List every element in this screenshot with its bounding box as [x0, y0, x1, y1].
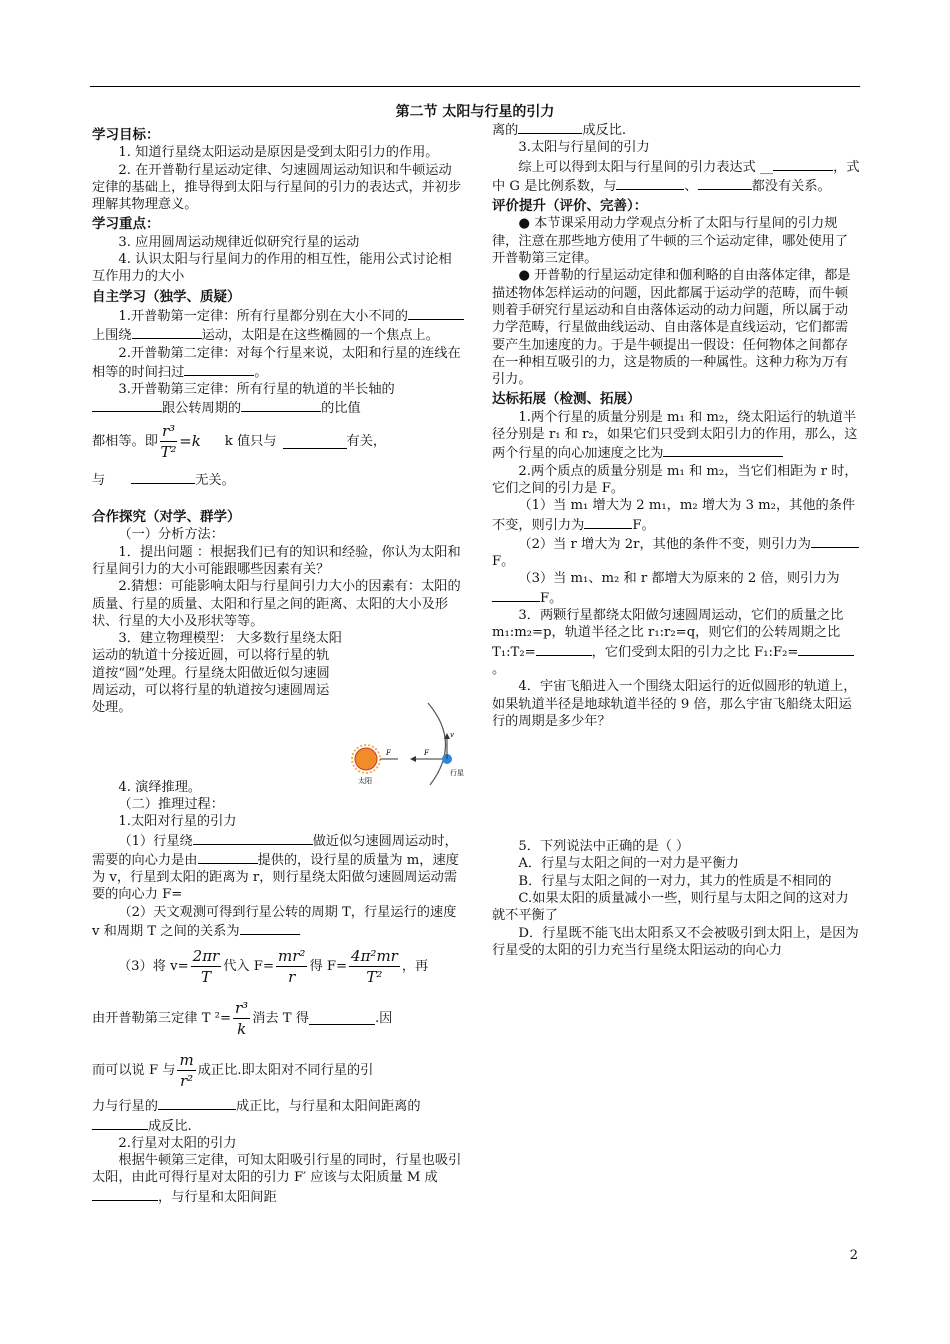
header-rule — [90, 86, 860, 87]
option-d[interactable]: D．行星既不能飞出太阳系又不会被吸引到太阳上，是因为行星受的太阳的引力充当行星绕太阳运动的向心力 — [492, 925, 859, 958]
blank-1[interactable] — [408, 306, 464, 320]
svg-text:F: F — [424, 749, 429, 757]
method-4: 4. 演绎推理。 — [118, 779, 202, 795]
blank-6[interactable] — [283, 435, 347, 449]
blank-20[interactable] — [584, 515, 632, 529]
question-4: 4．宇宙飞船进入一个围绕太阳运行的近似圆形的轨道上，如果轨道半径是地球轨道半径的 9 倍，那么宇宙飞船绕太阳运行的周期是多少年？ — [492, 679, 857, 729]
key-1: 3. 应用圆周运动规律近似研究行星的运动 — [118, 234, 360, 250]
process-heading: （二）推理过程： — [118, 796, 224, 812]
right-continuation: 离的 成反比. — [492, 120, 860, 139]
kepler-second-law: 2.开普勒第二定律：对每个行星来说，太阳和行星的连线在相等的时间扫过 。 — [92, 345, 461, 380]
orbit-arc — [428, 703, 446, 785]
question-5: 5．下列说法中正确的是（ ） — [518, 839, 690, 855]
sun-planet-figure — [350, 701, 470, 786]
blank-23[interactable] — [536, 642, 592, 656]
page-title: 第二节 太阳与行星的引力 — [395, 104, 555, 120]
sun-icon — [352, 745, 380, 773]
eval-1: ● 本节课采用动力学观点分析了太阳与行星间的引力规律，注意在那些地方使用了牛顿的三个运动定律，哪处使用了开普勒第三定律。 — [492, 216, 849, 267]
blank-4[interactable] — [92, 398, 162, 412]
blank-19[interactable] — [663, 443, 783, 457]
blank-7[interactable] — [131, 470, 195, 484]
blank-5[interactable] — [241, 398, 321, 412]
svg-text:行星: 行星 — [450, 769, 464, 777]
eval-2: ● 开普勒的行星运动定律和伽利略的自由落体定律，都是描述物体怎样运动的问题，因此都属于运动学的范畴，而牛顿则着手研究行星运动和自由落体运动的动力问题，所以属于动力学范畴，行星做曲线运动、自由落体是直线运动，它们都需要产生加速度的力。于是牛顿提出一假设：任何物体之间都存在一种相互吸引的力，这是物质的一种属性。这种力称为万有引力。 — [492, 268, 851, 388]
substitution-row: （3）将 v= $\frac{2\pi r}{T}$ 代入 F= $\frac{\text{mr²}}{r}$ 得 F= $\frac{\text{4π²mr}}{\text{T²}}$ ，再 — [118, 946, 429, 986]
option-c[interactable]: C.如果太阳的质量减小一些，则行星与太阳之间的这对力就不平衡了 — [492, 890, 849, 924]
question-2-3: （3）当 m₁、m₂ 和 r 都增大为原来的 2 倍，则引力为F。 — [492, 570, 860, 607]
process-2: （2）天文观测可得到行星公转的周期 T，行星运行的速度 v 和周期 T 之间的关系为 — [92, 904, 457, 939]
kepler-equation-row: 都相等。即 $\frac{\text{r³}}{\text{T²}}$ =k k 值只与 有关， — [92, 422, 387, 462]
option-a[interactable]: A．行星与太阳之间的一对力是平衡力 — [518, 856, 739, 872]
blank-10[interactable] — [240, 921, 300, 935]
question-1: 1.两个行星的质量分别是 m₁ 和 m₂，绕太阳运行的轨道半径分别是 r₁ 和 r₂，如果它们只受到太阳引力的作用，那么，这两个行星的向心加速度之比为 — [492, 409, 858, 462]
blank-8[interactable] — [193, 831, 313, 845]
svg-text:太阳: 太阳 — [358, 777, 372, 785]
blank-13[interactable] — [92, 1116, 148, 1130]
proportion-row: 而可以说 F 与 $\frac{m}{\text{r²}}$ 成正比.即太阳对不同行星的引 — [92, 1050, 374, 1090]
method-2: 2.猜想：可能影响太阳与行星间引力大小的因素有：太阳的质量、行星的质量、太阳和行星之间的距离、太阳的大小及形状、行星的大小及形状等等。 — [92, 579, 461, 629]
method-3: 3．建立物理模型： 大多数行星绕太阳运动的轨道十分接近圆，可以将行星的轨道按“圆”处理。行星绕太阳做近似匀速圆周运动，可以将行星的轨道按匀速圆周运处理。 — [92, 631, 342, 716]
self-study-heading: 自主学习（独学、质疑） — [92, 288, 241, 305]
blank-24[interactable] — [798, 642, 854, 656]
method-heading: （一）分析方法： — [118, 527, 224, 543]
blank-12[interactable] — [158, 1096, 236, 1110]
question-3: 3．两颗行星都绕太阳做匀速圆周运动，它们的质量之比 m₁:m₂=p，轨道半径之比 r₁:r₂=q，则它们的公转周期之比 T₁:T₂= ，它们受到太阳的引力之比 F₁:F₂=。 — [492, 607, 860, 678]
goal-1: 1. 知道行星绕太阳运动是原因是受到太阳引力的作用。 — [118, 145, 439, 161]
blank-21[interactable] — [811, 534, 859, 548]
question-2-2: （2）当 r 增大为 2r，其他的条件不变，则引力为F。 — [492, 534, 860, 571]
question-2: 2.两个质点的质量分别是 m₁ 和 m₂，当它们相距为 r 时，它们之间的引力是 F。 — [492, 463, 858, 496]
key-2: 4. 认识太阳与行星间力的作用的相互性，能用公式讨论相互作用力的大小 — [92, 252, 452, 285]
right-column — [492, 120, 860, 959]
right-formula: 综上可以得到太阳与行星间的引力表达式 __ ，式中 G 是比例系数，与 、 都没有关系。 — [492, 157, 860, 196]
process-1: 1.太阳对行星的引力 — [118, 814, 237, 830]
method-1: 1．提出问题 ：根据我们已有的知识和经验，你认为太阳和行星间引力的大小可能跟哪些因素有关？ — [92, 544, 461, 577]
process-1a: （1）行星绕 做近似匀速圆周运动时，需要的向心力是由 提供的，设行星的质量为 m，速度为 v，行星到太阳的距离为 r，则行星绕太阳做匀速圆周运动需要的向心力 F= — [92, 831, 464, 904]
kepler-third-law: 3.开普勒第三定律：所有行星的轨道的半长轴的跟公转周期的 的比值 — [92, 381, 464, 418]
blank-11[interactable] — [309, 1011, 375, 1025]
option-b[interactable]: B．行星与太阳之间的一对力，其力的性质是不相同的 — [518, 873, 832, 889]
kepler-tail: 与 无关。 — [92, 470, 464, 489]
question-2-1: （1）当 m₁ 增大为 2 m₁，m₂ 增大为 3 m₂，其他的条件不变，则引力为 F。 — [492, 498, 856, 533]
svg-text:v: v — [450, 731, 454, 739]
kepler-substitution-row: 由开普勒第三定律 T ²= $\frac{\text{r³}}{k}$ 消去 T 得 .因 — [92, 998, 393, 1038]
blank-2[interactable] — [132, 325, 202, 339]
process-7: 2.行星对太阳的引力 — [118, 1135, 237, 1151]
blank-3[interactable] — [184, 362, 254, 376]
eval-heading: 评价提升（评价、完善）： — [492, 198, 648, 215]
blank-16[interactable] — [773, 157, 833, 171]
process-6: 力与行星的 成正比，与行星和太阳间距离的成反比. — [92, 1096, 464, 1135]
coop-heading: 合作探究（对学、群学） — [92, 509, 241, 526]
extension-heading: 达标拓展（检测、拓展） — [492, 391, 641, 408]
goals-heading: 学习目标： — [92, 127, 160, 143]
process-8: 根据牛顿第三定律，可知太阳吸引行星的同时，行星也吸引太阳，由此可得行星对太阳的引力 F′ 应该与太阳质量 M 成，与行星和太阳间距 — [92, 1153, 462, 1205]
goal-2: 2. 在开普勒行星运动定律、匀速圆周运动知识和牛顿运动定律的基础上，推导得到太阳与行星间的引力的表达式，并初步理解其物理意义。 — [92, 162, 462, 213]
svg-text:F: F — [386, 749, 391, 757]
page-number: 2 — [849, 1248, 858, 1263]
blank-17[interactable] — [616, 176, 684, 190]
blank-22[interactable] — [492, 588, 540, 602]
blank-18[interactable] — [698, 176, 752, 190]
kepler-fraction: $\frac{\text{r³}}{\text{T²}}$ — [160, 422, 177, 462]
right-3: 3.太阳与行星间的引力 — [518, 140, 650, 156]
left-column — [92, 124, 464, 1206]
blank-15[interactable] — [518, 120, 582, 134]
blank-9[interactable] — [198, 850, 258, 864]
kepler-first-law: 1.开普勒第一定律：所有行星都分别在大小不同的上围绕 运动，太阳是在这些椭圆的一个焦点上。 — [92, 306, 464, 345]
blank-14[interactable] — [92, 1187, 158, 1201]
key-heading: 学习重点： — [92, 216, 160, 233]
